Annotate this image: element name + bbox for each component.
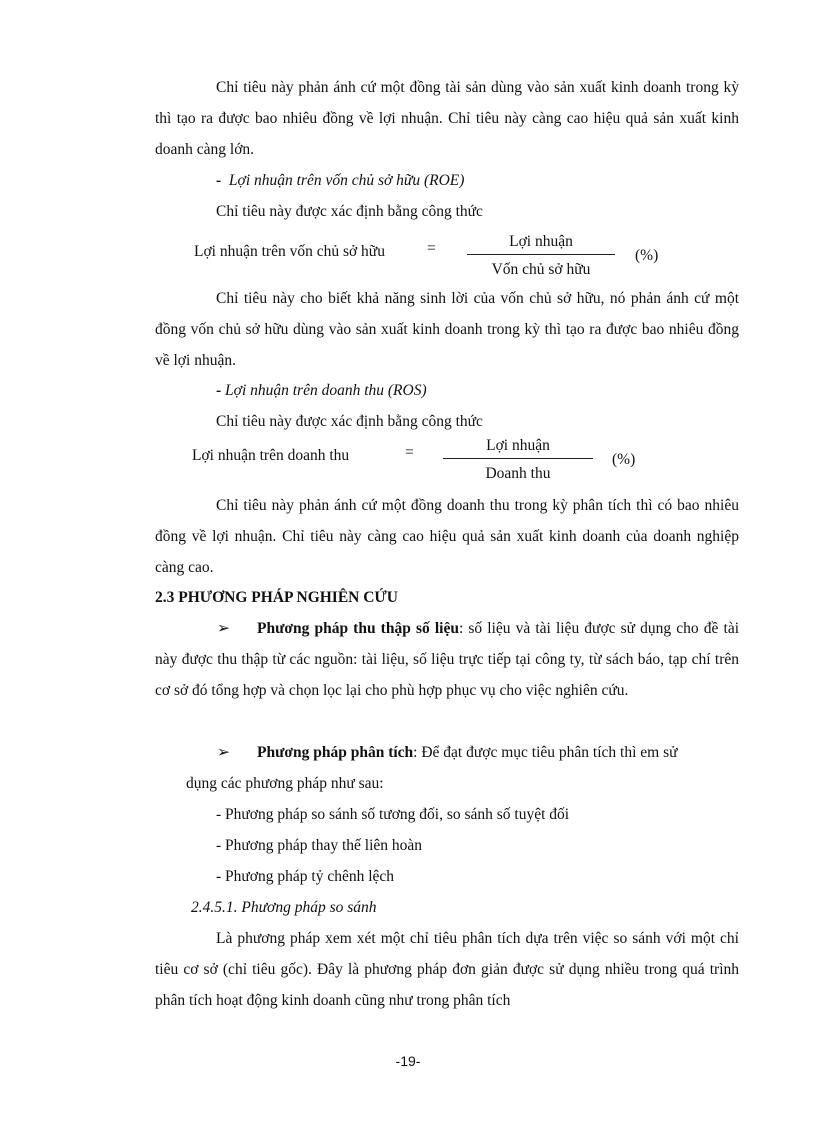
bullet-analysis-line2: dụng các phương pháp như sau: — [186, 775, 384, 792]
bullet-data-collection — [155, 613, 739, 706]
paragraph-roa-explanation: Chỉ tiêu này phản ánh cứ một đồng tài sản dùng vào sản xuất kinh doanh trong kỳ thì tạo ra được bao nhiêu đồng về lợi nhuận. Chỉ tiêu này càng cao hiệu quả sản xuất kinh doanh càng lớn. — [155, 79, 739, 158]
bullet-data-collection-term: Phương pháp thu thập số liệu — [257, 620, 459, 637]
subheading-comparison-method: 2.4.5.1. Phương pháp so sánh — [191, 899, 377, 916]
bullet-analysis-text-line1: : Để đạt được mục tiêu phân tích thì em sử — [413, 744, 678, 761]
paragraph-comparison-method: Là phương pháp xem xét một chỉ tiêu phân tích dựa trên việc so sánh với một chỉ tiêu cơ sở (chỉ tiêu gốc). Đây là phương pháp đơn giản được sử dụng nhiều trong quá trình phân tích hoạt động kinh doanh cũng như trong phân tích — [155, 930, 739, 1009]
ros-heading-dash: - — [216, 382, 222, 399]
bullet-analysis-line1 — [217, 737, 678, 768]
ros-formula-fraction-bar — [443, 458, 593, 459]
arrow-bullet-icon: ➢ — [217, 620, 230, 637]
paragraph-roe-explanation: Chỉ tiêu này cho biết khả năng sinh lời của vốn chủ sở hữu, nó phản ánh cứ một đồng vốn chủ sở hữu dùng vào sản xuất kinh doanh trong kỳ thì tạo ra được bao nhiêu đồng về lợi nhuận. — [155, 290, 739, 369]
section-title: 2.3 PHƯƠNG PHÁP NGHIÊN CỨU — [155, 589, 398, 606]
ros-formula-numerator: Lợi nhuận — [486, 437, 550, 454]
ros-heading-text: Lợi nhuận trên doanh thu (ROS) — [225, 382, 427, 399]
roe-heading-dash: - — [216, 172, 222, 189]
bullet-data-collection-text: : số liệu và tài liệu được sử dụng cho đề tài này được thu thập từ các nguồn: tài liệu, số liệu trực tiếp tại công ty, từ sách báo, tạp chí trên cơ sở đó tổng hợp và chọn lọc lại cho phù hợp phục vụ cho việc nghiên cứu. — [155, 620, 740, 699]
arrow-bullet-icon: ➢ — [217, 744, 230, 761]
roe-formula-unit: (%) — [635, 247, 659, 264]
method-item: - Phương pháp so sánh số tương đối, so sánh số tuyệt đối — [216, 806, 570, 823]
roe-formula-numerator: Lợi nhuận — [509, 233, 573, 250]
ros-formula-label: Lợi nhuận trên doanh thu — [192, 447, 350, 464]
ros-formula-denominator: Doanh thu — [485, 465, 551, 482]
roe-formula-fraction-bar — [467, 254, 615, 255]
ros-formula-unit: (%) — [612, 451, 636, 468]
roe-formula-equals: = — [427, 240, 436, 257]
bullet-analysis-term: Phương pháp phân tích — [257, 744, 414, 761]
ros-intro: Chỉ tiêu này được xác định bằng công thức — [216, 413, 483, 430]
roe-intro: Chỉ tiêu này được xác định bằng công thức — [216, 203, 483, 220]
roe-heading-text: Lợi nhuận trên vốn chủ sở hữu (ROE) — [228, 172, 465, 189]
roe-formula-label: Lợi nhuận trên vốn chủ sở hữu — [194, 243, 385, 260]
ros-formula-equals: = — [405, 444, 414, 461]
roe-heading — [216, 165, 464, 196]
method-item: - Phương pháp thay thế liên hoàn — [216, 837, 423, 854]
ros-heading — [216, 375, 427, 406]
method-item: - Phương pháp tỷ chênh lệch — [216, 868, 395, 885]
roe-formula-denominator: Vốn chủ sở hữu — [491, 261, 591, 278]
page-number: -19- — [395, 1053, 421, 1069]
paragraph-ros-explanation: Chỉ tiêu này phản ánh cứ một đồng doanh thu trong kỳ phân tích thì có bao nhiêu đồng về lợi nhuận. Chỉ tiêu này càng cao hiệu quả sản xuất kinh doanh của doanh nghiệp càng cao. — [155, 497, 739, 576]
